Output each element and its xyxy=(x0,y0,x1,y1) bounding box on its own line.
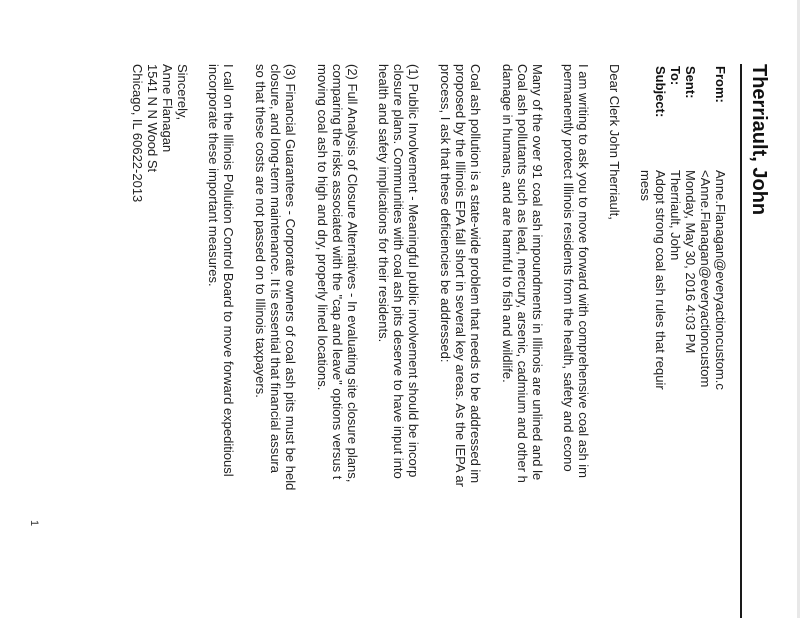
sent-label: Sent: xyxy=(683,66,698,99)
sent-value: Monday, May 30, 2016 4:03 PM xyxy=(683,170,698,354)
paragraph-7-line: I call on the Illinois Pollution Control Board to move forward expeditiousl xyxy=(221,64,236,477)
salutation: Dear Clerk John Therriault, xyxy=(607,64,622,220)
paragraph-5-line: moving coal ash to high and dry, properly lined locations. xyxy=(315,64,330,391)
signature-city: Chicago, IL 60622-2013 xyxy=(130,64,145,203)
paragraph-2-line: Coal ash pollutants such as lead, mercury, arsenic, cadmium and other h xyxy=(515,64,530,483)
title-rule xyxy=(740,64,742,618)
paragraph-3-line: Coal ash pollution is a state-wide problem that needs to be addressed im xyxy=(468,64,483,484)
paragraph-7 xyxy=(206,64,236,618)
paragraph-5 xyxy=(315,64,360,618)
rotated-letter xyxy=(30,64,770,618)
paragraph-3-line: process, I ask that these deficiencies be addressed: xyxy=(438,64,453,363)
from-value-line-2: <Anne.Flanagan@everyactioncustom xyxy=(698,170,713,388)
to-value: Therriault, John xyxy=(668,170,683,261)
subject-label: Subject: xyxy=(653,66,668,118)
paragraph-3 xyxy=(438,64,483,618)
paragraph-1 xyxy=(561,64,591,618)
signature-name: Anne Flanagan xyxy=(160,64,175,153)
page-number: 1 xyxy=(28,520,40,527)
paragraph-2 xyxy=(500,64,545,618)
paragraph-4 xyxy=(376,64,421,618)
document-title: Therriault, John xyxy=(748,64,770,216)
paragraph-2-line: Many of the over 91 coal ash impoundments in Illinois are unlined and le xyxy=(530,64,545,481)
paragraph-6 xyxy=(253,64,298,618)
paragraph-4-line: (1) Public Involvement - Meaningful public involvement should be incorp xyxy=(406,64,421,478)
paragraph-5-line: (2) Full Analysis of Closure Alternatives - In evaluating site closure plans, xyxy=(345,64,360,483)
paragraph-4-line: health and safety implications for their residents. xyxy=(376,64,391,343)
paragraph-6-line: closure, and long-term maintenance. It is essential that financial assura xyxy=(268,64,283,473)
from-label: From: xyxy=(713,66,728,103)
paragraph-6-line: (3) Financial Guarantees - Corporate owners of coal ash pits must be held xyxy=(283,64,298,491)
paragraph-1-line: permanently protect Illinois residents from the health, safety and econo xyxy=(561,64,576,472)
paragraph-4-line: closure plans. Communities with coal ash pits deserve to have input into xyxy=(391,64,406,479)
paragraph-7-line: incorporate these important measures. xyxy=(206,64,221,287)
signature-closing: Sincerely, xyxy=(175,64,190,121)
paragraph-2-line: damage in humans, and are harmful to fish and wildlife. xyxy=(500,64,515,383)
from-value-line-1: Anne.Flanagan@everyactioncustom.c xyxy=(713,170,728,390)
subject-value-line-2: mess xyxy=(638,170,653,202)
signature-block xyxy=(130,64,190,202)
to-label: To: xyxy=(668,66,683,86)
paragraph-3-line: proposed by the Illinois EPA fall short in several key areas. As the IEPA ar xyxy=(453,64,468,487)
subject-value-line-1: Adopt strong coal ash rules that requir xyxy=(653,170,668,390)
paragraph-1-line: I am writing to ask you to move forward with comprehensive coal ash im xyxy=(576,64,591,479)
paragraph-6-line: so that these costs are not passed on to Illinois taxpayers. xyxy=(253,64,268,398)
paragraph-5-line: comparing the risks associated with the "cap and leave" options versus t xyxy=(330,64,345,480)
signature-street: 1541 N N Wood St xyxy=(145,64,160,173)
